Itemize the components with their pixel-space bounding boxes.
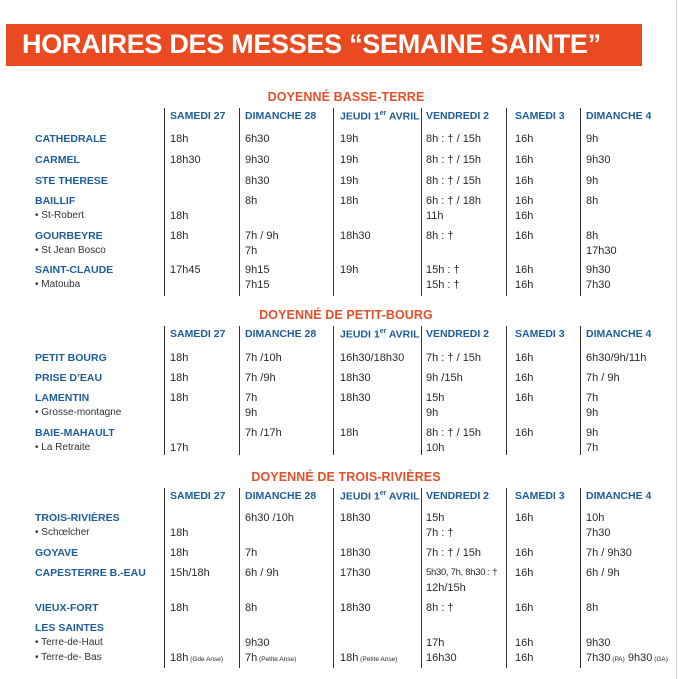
- column-divider: [580, 326, 581, 455]
- column-header: SAMEDI 3: [515, 490, 565, 502]
- parish-sublocation: • St-Robert: [35, 210, 85, 221]
- time-cell: 16h: [515, 427, 534, 439]
- time-cell: 8h: [586, 230, 599, 242]
- column-header: DIMANCHE 28: [245, 328, 317, 340]
- time-cell: 6h30: [245, 133, 270, 145]
- column-header: VENDREDI 2: [426, 490, 490, 502]
- time-cell: 7h30 (PA) 9h30 (GA): [586, 652, 668, 664]
- time-cell: 18h30: [340, 372, 371, 384]
- ordinal-suffix: er: [379, 490, 387, 497]
- time-cell: 16h: [515, 547, 534, 559]
- time-cell: 9h30: [245, 637, 270, 649]
- time-cell: 9h30: [586, 637, 611, 649]
- time-cell: 18h: [170, 230, 189, 242]
- time-cell: 16h: [515, 352, 534, 364]
- time-cell: 18h30: [340, 602, 371, 614]
- time-cell: 9h15: [245, 264, 270, 276]
- column-header: DIMANCHE 4: [586, 328, 652, 340]
- time-cell: 18h: [170, 392, 189, 404]
- parish-name: STE THERESE: [35, 175, 108, 187]
- column-divider: [239, 326, 240, 455]
- time-cell: 16h: [515, 637, 534, 649]
- time-cell: 12h/15h: [426, 582, 466, 594]
- time-cell: 7h (Petite Anse): [245, 652, 297, 664]
- column-divider: [421, 108, 422, 296]
- column-header: SAMEDI 27: [170, 490, 226, 502]
- time-cell: 5h30, 7h, 8h30 : †: [426, 567, 498, 578]
- time-cell: 15h: [426, 512, 445, 524]
- time-cell: 18h30: [170, 154, 201, 166]
- time-cell: 16h: [515, 154, 534, 166]
- location-note: (Gde Anse): [188, 656, 224, 663]
- time-cell: 7h : † / 15h: [426, 547, 482, 559]
- time-cell: 8h: [586, 602, 599, 614]
- time-cell: 7h / 9h: [586, 372, 620, 384]
- time-cell: 18h30: [340, 547, 371, 559]
- time-cell: 18h: [340, 195, 359, 207]
- time-cell: 7h / 9h: [245, 230, 279, 242]
- time-cell: 16h: [515, 210, 534, 222]
- column-header: VENDREDI 2: [426, 328, 490, 340]
- page-title: HORAIRES DES MESSES “SEMAINE SAINTE”: [22, 29, 601, 59]
- ordinal-suffix: er: [379, 328, 387, 335]
- time-cell: 16h: [515, 195, 534, 207]
- time-cell: 16h: [515, 175, 534, 187]
- time-cell: 7h /10h: [245, 352, 282, 364]
- time-cell: 18h: [170, 133, 189, 145]
- time-cell: 9h /15h: [426, 372, 463, 384]
- column-header: DIMANCHE 28: [245, 110, 317, 122]
- time-cell: 16h: [515, 512, 534, 524]
- time-cell: 6h30 /10h: [245, 512, 294, 524]
- ordinal-suffix: er: [379, 110, 387, 117]
- parish-sublocation: • St Jean Bosco: [35, 245, 106, 256]
- time-cell: 18h: [170, 210, 189, 222]
- column-divider: [333, 488, 334, 668]
- column-divider: [580, 488, 581, 668]
- time-cell: 7h: [586, 392, 599, 404]
- time-cell: 17h45: [170, 264, 201, 276]
- parish-name: LES SAINTES: [35, 622, 104, 634]
- time-cell: 15h : †: [426, 264, 460, 276]
- column-divider: [421, 488, 422, 668]
- column-divider: [580, 108, 581, 296]
- column-header: SAMEDI 27: [170, 110, 226, 122]
- parish-name: GOURBEYRE: [35, 230, 103, 242]
- time-cell: 7h: [245, 245, 258, 257]
- parish-sublocation: • Terre-de- Bas: [35, 652, 102, 663]
- time-cell: 7h: [586, 442, 599, 454]
- time-cell: 8h: [245, 602, 258, 614]
- time-cell: 18h: [170, 547, 189, 559]
- parish-name: GOYAVE: [35, 547, 79, 559]
- parish-name: CAPESTERRE B.-EAU: [35, 567, 146, 579]
- parish-name: SAINT-CLAUDE: [35, 264, 114, 276]
- column-divider: [164, 108, 165, 296]
- time-cell: 16h: [515, 230, 534, 242]
- parish-sublocation: • La Retraite: [35, 442, 91, 453]
- column-divider: [239, 108, 240, 296]
- time-cell: 16h: [515, 133, 534, 145]
- time-cell: 11h: [426, 210, 444, 222]
- time-cell: 7h: [245, 547, 258, 559]
- time-cell: 8h : † / 15h: [426, 175, 482, 187]
- parish-name: LAMENTIN: [35, 392, 90, 404]
- time-cell: 18h30: [340, 392, 371, 404]
- parish-sublocation: • Matouba: [35, 279, 81, 290]
- title-banner: [6, 24, 642, 66]
- location-note: (GA): [652, 656, 668, 663]
- section-title: DOYENNÉ DE TROIS-RIVIÈRES: [251, 470, 441, 484]
- parish-sublocation: • Schœlcher: [35, 527, 90, 538]
- time-cell: 15h: [426, 392, 445, 404]
- time-cell: 7h: [245, 392, 258, 404]
- time-cell: 18h (Gde Anse): [170, 652, 224, 664]
- time-cell: 15h : †: [426, 279, 460, 291]
- time-cell: 9h: [586, 133, 599, 145]
- parish-sublocation: • Terre-de-Haut: [35, 637, 103, 648]
- time-cell: 6h : † / 18h: [426, 195, 482, 207]
- time-cell: 18h: [170, 372, 189, 384]
- time-cell: 10h: [426, 442, 445, 454]
- time-cell: 10h: [586, 512, 605, 524]
- time-cell: 9h: [586, 407, 599, 419]
- column-header: DIMANCHE 4: [586, 490, 652, 502]
- time-cell: 16h: [515, 264, 534, 276]
- column-header: JEUDI 1er AVRIL: [340, 110, 420, 123]
- time-cell: 8h: [245, 195, 258, 207]
- time-cell: 18h: [170, 602, 189, 614]
- parish-name: CATHEDRALE: [35, 133, 107, 145]
- time-cell: 18h: [170, 527, 189, 539]
- parish-name: TROIS-RIVIÈRES: [35, 512, 120, 524]
- column-header: JEUDI 1er AVRIL: [340, 490, 420, 503]
- time-cell: 16h: [515, 567, 534, 579]
- time-cell: 16h: [515, 372, 534, 384]
- time-cell: 17h: [426, 637, 445, 649]
- time-cell: 18h30: [340, 512, 371, 524]
- section-title: DOYENNÉ BASSE-TERRE: [267, 90, 425, 104]
- column-divider: [164, 488, 165, 668]
- time-cell: 18h (Petite Anse): [340, 652, 398, 664]
- column-divider: [333, 108, 334, 296]
- time-cell: 7h30: [586, 527, 611, 539]
- time-cell: 9h: [586, 175, 599, 187]
- location-note: (PA): [610, 656, 625, 663]
- time-cell: 8h : † / 15h: [426, 154, 482, 166]
- parish-name: PETIT BOURG: [35, 352, 107, 364]
- column-divider: [506, 488, 507, 668]
- time-cell: 8h : † / 15h: [426, 427, 482, 439]
- column-header: DIMANCHE 4: [586, 110, 652, 122]
- time-cell: 8h : †: [426, 230, 454, 242]
- time-cell: 16h30/18h30: [340, 352, 405, 364]
- time-cell: 7h : †: [426, 527, 454, 539]
- time-cell: 9h30: [586, 264, 611, 276]
- time-cell: 19h: [340, 133, 359, 145]
- time-cell: 18h30: [340, 230, 371, 242]
- time-cell: 16h30: [426, 652, 457, 664]
- parish-name: BAILLIF: [35, 195, 76, 207]
- time-cell: 7h15: [245, 279, 270, 291]
- time-cell: 6h30/9h/11h: [586, 352, 647, 364]
- time-cell: 7h : † / 15h: [426, 352, 482, 364]
- time-cell: 7h30: [586, 279, 611, 291]
- time-cell: 7h /17h: [245, 427, 282, 439]
- time-cell: 19h: [340, 264, 359, 276]
- time-cell: 8h : † / 15h: [426, 133, 482, 145]
- location-note: (Petite Anse): [257, 656, 297, 663]
- time-cell: 17h30: [586, 245, 617, 257]
- time-cell: 15h/18h: [170, 567, 210, 579]
- time-cell: 9h30: [245, 154, 270, 166]
- column-divider: [164, 326, 165, 455]
- time-cell: 9h: [426, 407, 439, 419]
- time-cell: 8h : †: [426, 602, 454, 614]
- section-title: DOYENNÉ DE PETIT-BOURG: [259, 308, 433, 322]
- parish-name: PRISE D’EAU: [35, 372, 103, 384]
- time-cell: 18h: [340, 427, 359, 439]
- time-cell: 16h: [515, 279, 534, 291]
- time-cell: 8h: [586, 195, 599, 207]
- column-header: DIMANCHE 28: [245, 490, 317, 502]
- column-divider: [506, 108, 507, 296]
- location-note: (Petite Anse): [358, 656, 398, 663]
- time-cell: 19h: [340, 154, 359, 166]
- column-divider: [421, 326, 422, 455]
- time-cell: 9h: [245, 407, 258, 419]
- time-cell: 9h30: [586, 154, 611, 166]
- parish-name: VIEUX-FORT: [35, 602, 99, 614]
- time-cell: 7h /9h: [245, 372, 276, 384]
- time-cell: 9h: [586, 427, 599, 439]
- parish-name: BAIE-MAHAULT: [35, 427, 115, 439]
- column-header: SAMEDI 3: [515, 328, 565, 340]
- column-header: SAMEDI 27: [170, 328, 226, 340]
- time-cell: 16h: [515, 602, 534, 614]
- parish-name: CARMEL: [35, 154, 80, 166]
- column-divider: [506, 326, 507, 455]
- time-cell: 6h / 9h: [586, 567, 620, 579]
- time-cell: 6h / 9h: [245, 567, 279, 579]
- time-cell: 7h / 9h30: [586, 547, 632, 559]
- column-divider: [239, 488, 240, 668]
- column-header: JEUDI 1er AVRIL: [340, 328, 420, 341]
- column-divider: [333, 326, 334, 455]
- time-cell: 17h: [170, 442, 189, 454]
- parish-sublocation: • Grosse-montagne: [35, 407, 122, 418]
- time-cell: 19h: [340, 175, 359, 187]
- column-header: VENDREDI 2: [426, 110, 490, 122]
- time-cell: 16h: [515, 652, 534, 664]
- time-cell: 18h: [170, 352, 189, 364]
- time-cell: 16h: [515, 392, 534, 404]
- time-cell: 8h30: [245, 175, 270, 187]
- column-header: SAMEDI 3: [515, 110, 565, 122]
- time-cell: 17h30: [340, 567, 371, 579]
